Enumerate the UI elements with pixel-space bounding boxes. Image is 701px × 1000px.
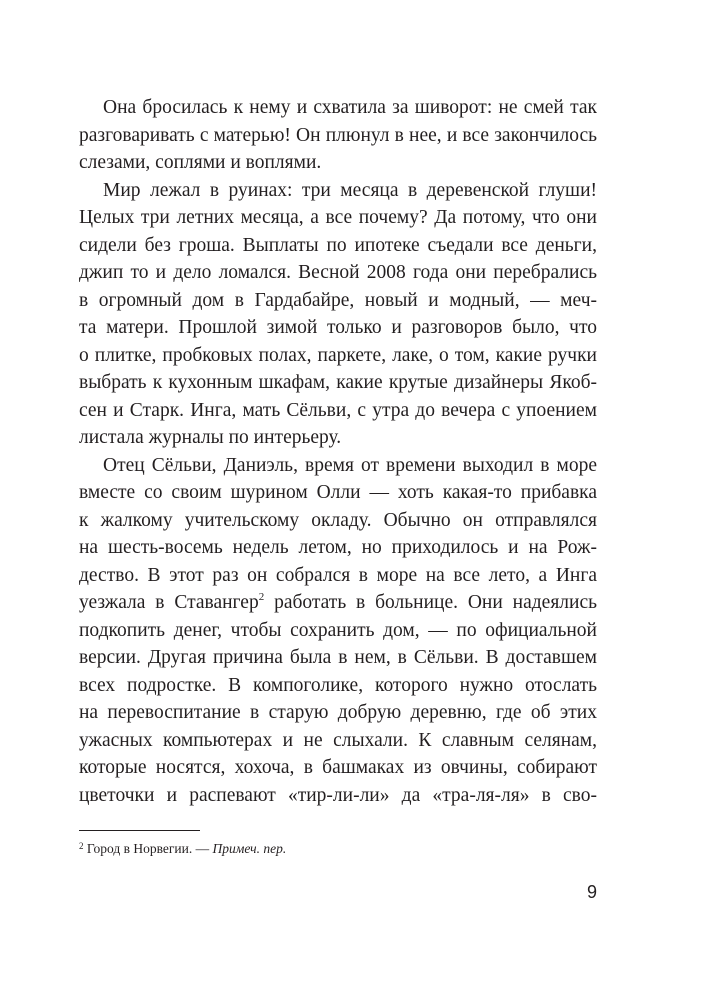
text-line: Она бросилась к нему и схватила за шиворот: не смей так (103, 97, 597, 118)
footnote-translator-note: Примеч. пер. (212, 841, 287, 856)
text-line: дество. В этот раз он собрался в море на все лето, а Инга (79, 564, 597, 586)
footnote-number: 2 (79, 841, 84, 851)
text-line: всех подростке. В компоголике, которого нужно отослать (79, 674, 597, 696)
text-line: Отец Сёльви, Даниэль, время от времени выходил в море (103, 454, 597, 476)
text-line: к жалкому учительскому окладу. Обычно он отправлялся (79, 509, 597, 531)
text-line: сидели без гроша. Выплаты по ипотеке съедали все деньги, (79, 234, 597, 256)
page-number: 9 (586, 882, 597, 902)
text-line: ужасных компьютерах и не слыхали. К славным селянам, (79, 729, 597, 751)
text-line: та матери. Прошлой зимой только и разговоров было, что (79, 317, 597, 338)
text-line: цветочки и распевают «тир-ли-ли» да «тра-ля-ля» в сво- (79, 784, 597, 806)
text-line: подкопить денег, чтобы сохранить дом, — по официальной (79, 619, 597, 641)
text-line: Целых три летних месяца, а все почему? Да потому, что они (79, 207, 597, 228)
text-fragment: уезжала в Ставангер (79, 592, 259, 613)
text-line: листала журналы по интерьеру. (79, 427, 342, 448)
text-line: о плитке, пробковых полах, паркете, лаке, о том, какие ручки (79, 344, 597, 366)
text-line: джип то и дело ломался. Весной 2008 года они перебрались (79, 262, 597, 283)
text-line: разговаривать с матерью! Он плюнул в нее, и все закончилось (79, 124, 597, 146)
text-line: на шесть-восемь недель летом, но приходилось и на Рож- (79, 537, 597, 558)
text-line: выбрать к кухонным шкафам, какие крутые дизайнеры Якоб- (79, 372, 597, 393)
text-line: версии. Другая причина была в нем, в Сёльви. В доставшем (79, 647, 597, 668)
text-line: сен и Старк. Инга, мать Сёльви, с утра до вечера с упоением (79, 399, 597, 421)
text-line: на перевоспитание в старую добрую деревню, где об этих (79, 702, 597, 723)
text-fragment: работать в больнице. Они надеялись (274, 592, 598, 613)
footnote-reference: 2 (258, 591, 265, 603)
body-text (79, 94, 597, 809)
text-line: в огромный дом в Гардабайре, новый и модный, — меч- (79, 289, 597, 311)
footnote-divider (79, 830, 200, 831)
text-line: вместе со своим шурином Олли — хоть какая-то прибавка (79, 482, 597, 503)
footnote-text: Город в Норвегии. — (86, 841, 213, 856)
text-line: Мир лежал в руинах: три месяца в деревенской глуши! (103, 179, 597, 201)
text-line-with-footnote (79, 589, 597, 617)
footnote (79, 840, 597, 858)
text-line: которые носятся, хохоча, в башмаках из овчины, собирают (79, 757, 597, 778)
text-line: слезами, соплями и воплями. (79, 152, 322, 173)
